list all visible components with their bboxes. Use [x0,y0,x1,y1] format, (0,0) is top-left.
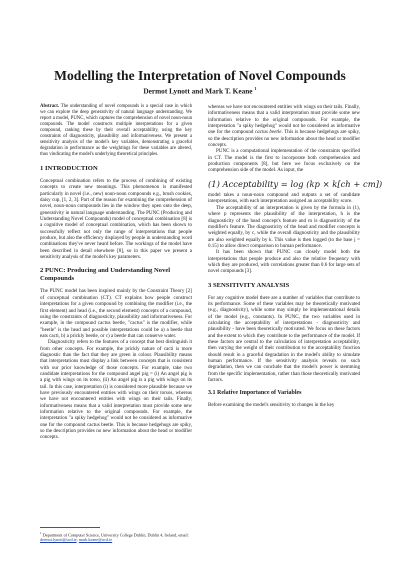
section-heading-sensitivity: 3 SENSITIVITY ANALYSIS [208,281,290,289]
model-paragraph: The acceptability of an interpretation is given by the formula in (1), where p represents the plausibility of the interpretation, h is the diagnosticity of the head concept's feature and m is diagnosticity of the modifier's feature. The diagnosticity of the head and modifier concepts is weighted equally, by c, while the overall diagnosticity and the plausibility are also weighted equally by k. This value is then logged (to the base j = 0.15) to allow direct comparison to human performance. [208,204,360,249]
footnote-separator: , [76,537,78,543]
author-footnote-marker: 1 [254,86,257,91]
abstract [40,104,192,158]
model-paragraph: model takes a noun-noun compound and outputs a set of candidate interpretations, with each interpretation assigned an acceptability score. [208,192,360,205]
footnote [40,531,192,542]
paper-title: Modelling the Interpretation of Novel Compounds [54,68,346,83]
footnote-rule [40,527,100,528]
subsection-heading-relative-importance: 3.1 Relative Importance of Variables [208,390,302,397]
punc-paragraph: PUNC is a computational implementation of the constraints specified in CT. The model is the first to incorporate both comprehension and production components [8], but here we focus exclusively on the comprehension side of the model. As input, the [208,148,360,174]
email-link-lynott[interactable]: dermot.lynott@ucd.ie [40,537,77,543]
right-column [208,104,383,409]
section-heading-punc: 2 PUNC: Producing and Understanding Novel Compounds [40,267,171,283]
author-line [0,86,400,95]
punc-paragraph: The PUNC model has been inspired mainly by the Constraint Theory [2] of conceptual combination (CT). CT explains how people construct interpretations for a given compound by combining the modifier (i.e., the first element) and head (i.e., the second element) concepts of a compound, using the constraints of diagnosticity, plausibility and informativeness. For example, in the compound cactus beetle, "cactus" is the modifier, while "beetle" is the head and possible interpretations could be a) a beetle that eats cacti, b) a prickly beetle, or c) a beetle that can conserve water. [40,288,192,339]
email-link-keane[interactable]: mark.keane@ucd.ie [78,537,113,543]
abstract-label: Abstract. [40,104,60,109]
left-column [40,104,192,441]
acceptability-equation: (1) Acceptability = log (kp × k[ch + cm]) [208,178,383,189]
author-names: Dermot Lynott and Mark T. Keane [143,86,253,96]
sensitivity-paragraph: For any cognitive model there are a number of variables that contribute to its performance. Some of these variables may be theoretically motivated (e.g., diagnosticity), while some may simply be implementational details of the model (e.g., constants). In PUNC, the two variables used in calculating the acceptability of interpretations - diagnosticity and plausibility - have been theoretically motivated. We focus on these factors and the extent to which they contribute to the performance of the model. If these factors are central to the calculation of interpretation acceptability, then varying the weight of their contribution to the acceptability function should result in a graceful degradation in the model's ability to simulate human performance. If the sensitivity analysis reveals no such degradation, then we can conclude that the model's power is stemming from the specific implementation, rather than those theoretically motivated factors. [208,294,360,384]
abstract-text: The understanding of novel compounds is a special case in which we can explore the deep generativity of natural language understanding. We report a model, PUNC, which captures the comprehension of novel noun-noun compounds. The model constructs multiple interpretations for a given compound, ranking these by their overall acceptability, using the key constraints of diagnosticity, plausibility and informativeness. We present a sensitivity analysis of the model's key variables, demonstrating a graceful degradation in performance as the weightings for these variables are altered, thus vindicating the model's underlying theoretical principles. [40,104,192,157]
section-heading-introduction: 1 INTRODUCTION [40,165,98,172]
punc-continuation: whereas we have not encountered entities with wings on their tails. Finally, informativeness means that a valid interpretation must provide some new information relative to the original compounds. For example, the interpretation "a spiky hedgehog" would not be considered as informative one for the compound cactus beetle. This is because hedgehogs are spiky, so the description provides no new information about the head or modifier concepts. [208,104,360,149]
model-paragraph: It has been shown that PUNC can closely model both the interpretations that people produce and also the relative frequency with which they are produced, with correlations greater than 0.6 for large sets of novel compounds [3]. [208,249,360,275]
relative-paragraph: Before examining the model's sensitivity to changes in the key [208,402,335,409]
footnote-text: Department of Computer Science, University College Dublin, Dublin 4, Ireland, email: [42,532,189,538]
intro-paragraph: Conceptual combination refers to the process of combining of existing concepts to create new meanings. This phenomenon is manifested particularly in novel (i.e., new) noun-noun compounds e.g., brush cookies, daisy cup, [1, 2, 3]. Part of the reason for examining the comprehension of novel, noun-noun compounds lies in the window they open onto the deep, generativity in natural language understanding. The PUNC (Producing and Understanding Novel Compounds) model of conceptual combination [8] is a cognitive model of conceptual combination, which has been shown to successfully reflect not only the range of interpretations that people produce, but also the efficiency displayed by people in understanding word combinations they've never heard before. The workings of the model have been described in detail elsewhere [8], so in this paper we present a sensitivity analysis of the model's key parameters. [40,178,192,261]
footnote-marker: 1 [40,531,42,535]
punc-paragraph: Diagnosticity refers to the features of a concept that best distinguish it from other concepts. For example, the prickly nature of cacti is more diagnostic than the fact that they are green in colour. Plausibility means that interpretations must display a link between concepts that is consistent with our prior knowledge of those concepts. For example, take two candidate interpretations for the compound angel pig = (i) An angel pig is a pig with wings on its torso, (ii) An angel pig is a pig with wings on its tail. In this case, interpretation (i) is considered more plausible because we have previously encountered entities with wings on their torsos, whereas we have not encountered entities with wings on their tails. Finally, informativeness means that a valid interpretation must provide some new information relative to the original compounds. For example, the interpretation "a spiky hedgehog" would not be considered as informative one for the compound cactus beetle. This is because hedgehogs are spiky, so the description provides no new information about the head or modifier concepts. [40,339,192,441]
